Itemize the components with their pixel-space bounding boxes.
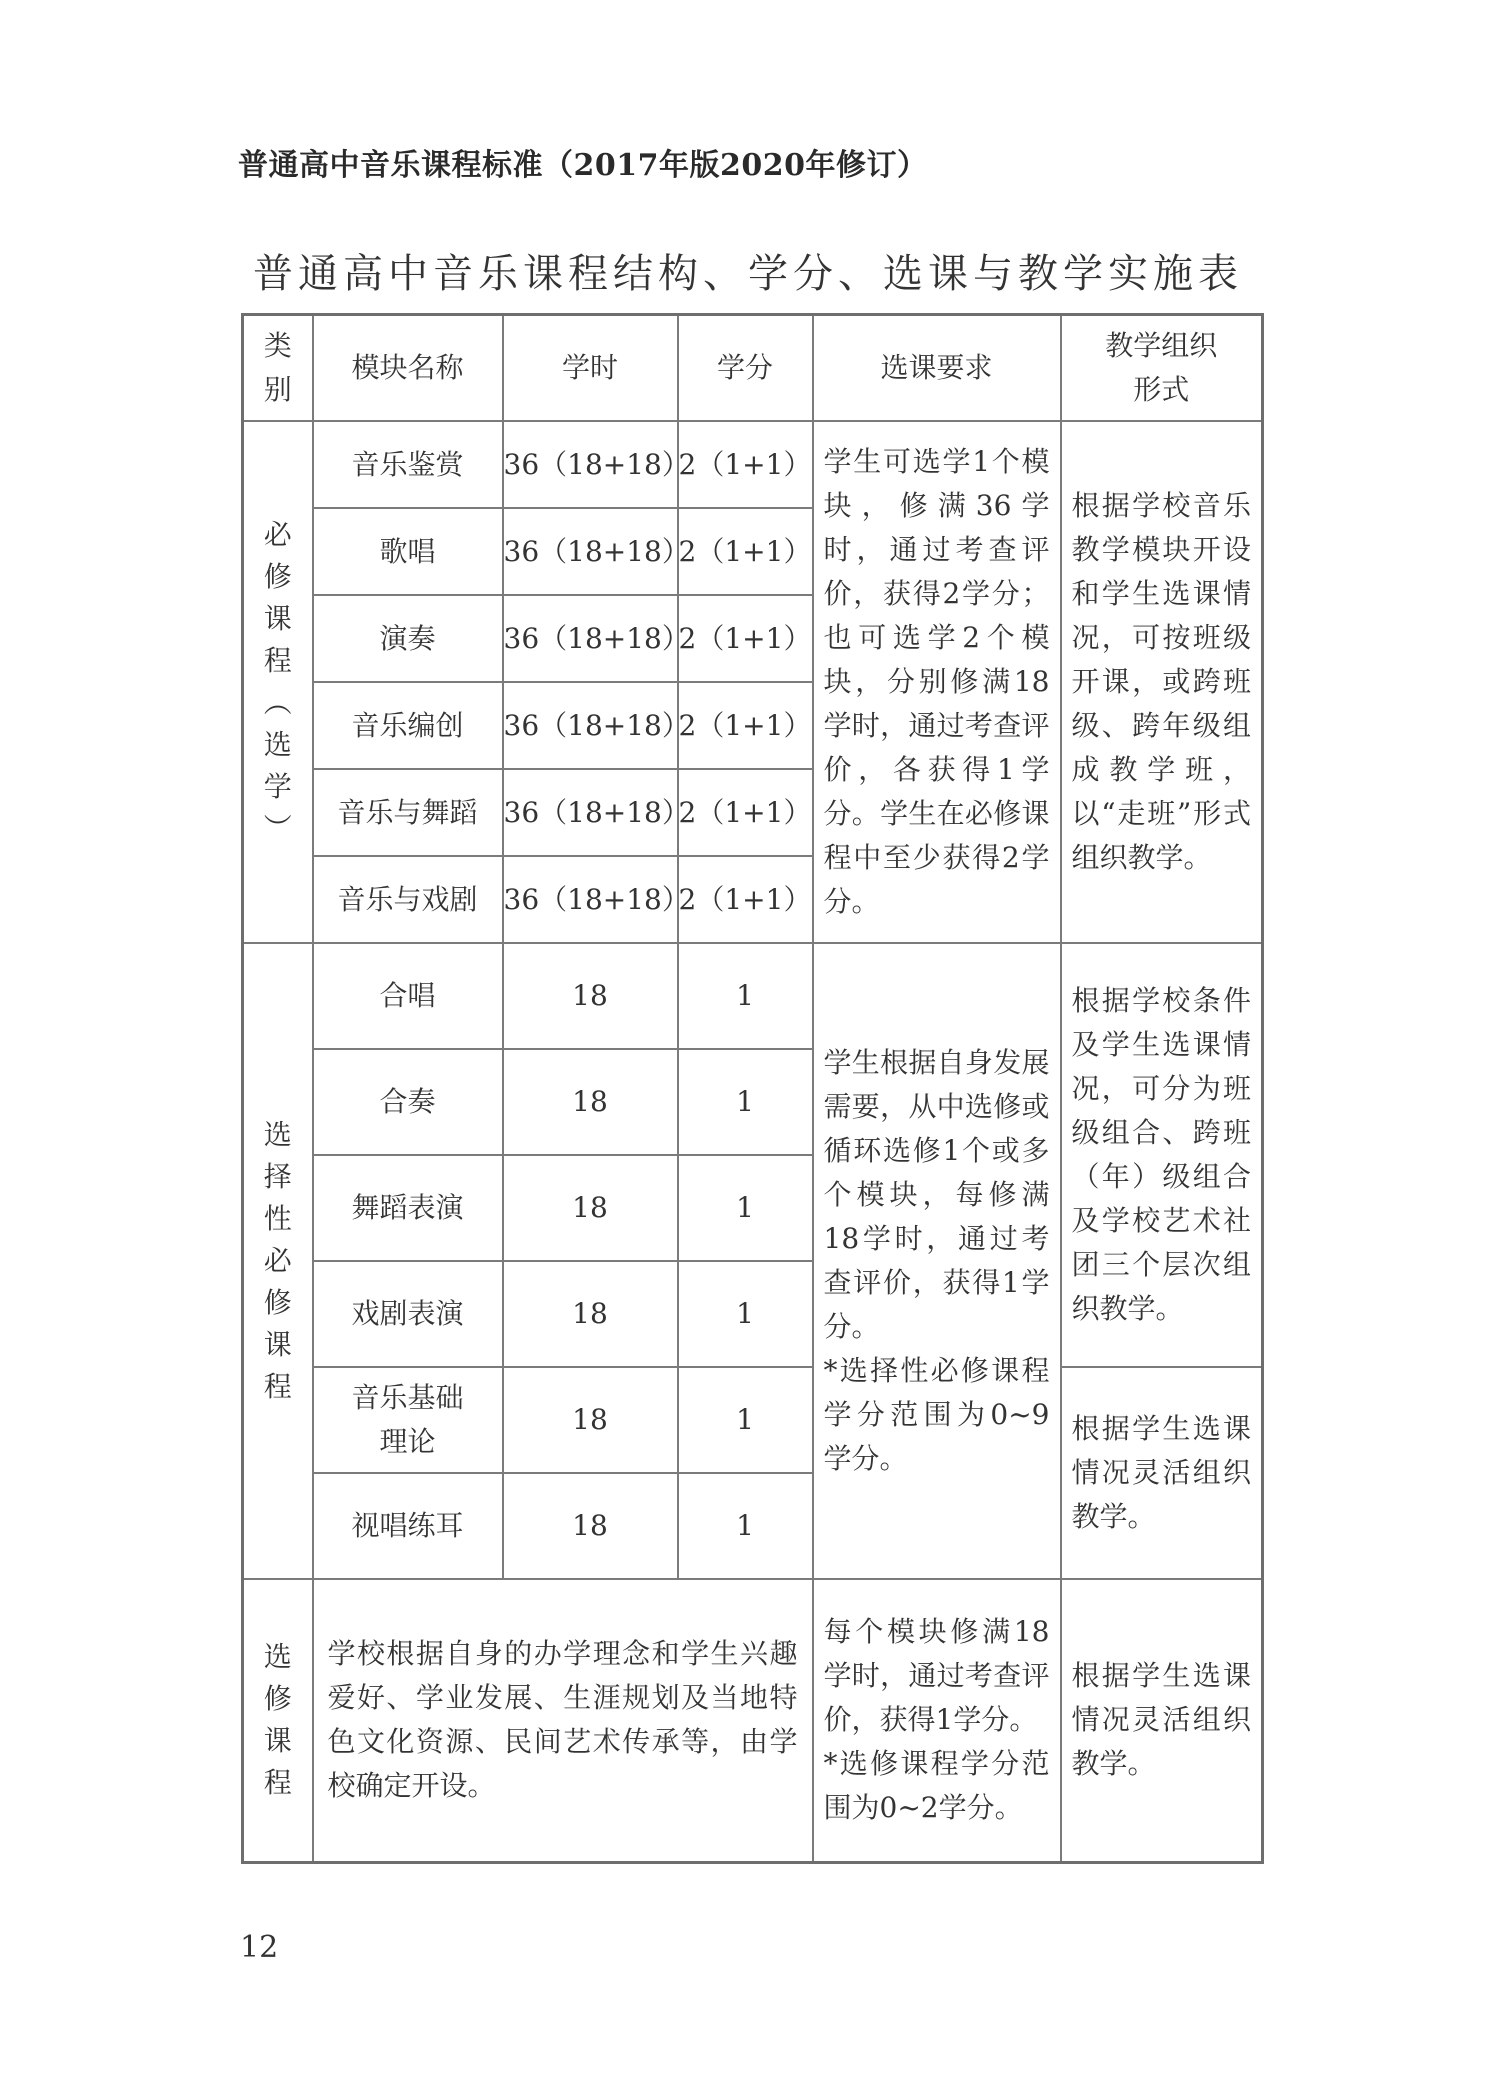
module-name: 音乐与舞蹈 bbox=[313, 769, 503, 856]
header-credits: 学分 bbox=[678, 315, 813, 422]
header-category-line: 别 bbox=[263, 373, 292, 406]
category-char: 性 bbox=[263, 1202, 292, 1235]
module-name: 演奏 bbox=[313, 595, 503, 682]
module-name: 歌唱 bbox=[313, 508, 503, 595]
category-char: 修 bbox=[263, 1682, 292, 1716]
category-char: 课 bbox=[263, 602, 292, 635]
category-char: 选 bbox=[263, 1118, 292, 1151]
elective-selection-note: *选修课程学分范围为0~2学分。 bbox=[823, 1747, 1050, 1825]
module-name bbox=[313, 1367, 503, 1473]
category-char: ︶ bbox=[263, 812, 292, 845]
running-header: 普通高中音乐课程标准（2017年版2020年修订） bbox=[238, 148, 928, 183]
module-credits: 1 bbox=[678, 1155, 813, 1261]
module-credits: 2（1+1） bbox=[678, 682, 813, 769]
page-number: 12 bbox=[240, 1930, 279, 1965]
module-hours: 18 bbox=[503, 1261, 678, 1367]
category-char: 必 bbox=[263, 1244, 292, 1277]
elective-organization: 根据学生选课情况灵活组织教学。 bbox=[1061, 1579, 1263, 1862]
category-required bbox=[243, 421, 313, 943]
module-credits: 2（1+1） bbox=[678, 421, 813, 508]
header-category bbox=[243, 315, 313, 422]
required-organization: 根据学校音乐教学模块开设和学生选课情况，可按班级开课，或跨班级、跨年级组成教学班，以“走班”形式组织教学。 bbox=[1061, 421, 1263, 943]
module-credits: 2（1+1） bbox=[678, 856, 813, 943]
module-name: 合唱 bbox=[313, 943, 503, 1049]
category-elective bbox=[243, 1579, 313, 1862]
elective-required-organization-b: 根据学生选课情况灵活组织教学。 bbox=[1061, 1367, 1263, 1579]
header-category-line: 类 bbox=[263, 329, 292, 362]
table-row bbox=[243, 1367, 1263, 1473]
module-hours: 18 bbox=[503, 1367, 678, 1473]
module-name-line: 理论 bbox=[379, 1425, 436, 1458]
category-char: ︵ bbox=[263, 686, 292, 719]
elective-description: 学校根据自身的办学理念和学生兴趣爱好、学业发展、生涯规划及当地特色文化资源、民间艺术传承等，由学校确定开设。 bbox=[313, 1579, 813, 1862]
module-hours: 36（18+18） bbox=[503, 769, 678, 856]
category-char: 程 bbox=[263, 1766, 292, 1800]
category-char: 选 bbox=[263, 1640, 292, 1674]
table-row bbox=[243, 421, 1263, 508]
module-hours: 18 bbox=[503, 1473, 678, 1579]
category-char: 程 bbox=[263, 644, 292, 677]
module-hours: 36（18+18） bbox=[503, 508, 678, 595]
module-hours: 18 bbox=[503, 1155, 678, 1261]
elective-selection-text: 每个模块修满18学时，通过考查评价，获得1学分。 bbox=[823, 1615, 1050, 1737]
course-structure-table bbox=[241, 313, 1264, 1864]
elective-required-selection-text: 学生根据自身发展需要，从中选修或循环选修1个或多个模块，每修满18学时，通过考查评价，获得1学分。 bbox=[823, 1046, 1050, 1343]
module-name: 视唱练耳 bbox=[313, 1473, 503, 1579]
module-credits: 1 bbox=[678, 1261, 813, 1367]
module-credits: 2（1+1） bbox=[678, 595, 813, 682]
table-title: 普通高中音乐课程结构、学分、选课与教学实施表 bbox=[253, 251, 1243, 297]
header-selection: 选课要求 bbox=[813, 315, 1061, 422]
header-organization-line: 教学组织 bbox=[1105, 329, 1218, 362]
module-hours: 36（18+18） bbox=[503, 421, 678, 508]
elective-required-organization-a: 根据学校条件及学生选课情况，可分为班级组合、跨班（年）级组合及学校艺术社团三个层次组织教学。 bbox=[1061, 943, 1263, 1367]
elective-required-selection-note: *选择性必修课程学分范围为0~9学分。 bbox=[823, 1354, 1050, 1475]
header-hours: 学时 bbox=[503, 315, 678, 422]
elective-required-selection bbox=[813, 943, 1061, 1579]
module-name: 音乐编创 bbox=[313, 682, 503, 769]
module-name: 音乐鉴赏 bbox=[313, 421, 503, 508]
module-name-line: 音乐基础 bbox=[351, 1381, 464, 1414]
elective-selection bbox=[813, 1579, 1061, 1862]
module-credits: 2（1+1） bbox=[678, 769, 813, 856]
category-char: 必 bbox=[263, 518, 292, 551]
category-char: 选 bbox=[263, 728, 292, 761]
required-selection: 学生可选学1个模块，修满36学时，通过考查评价，获得2学分；也可选学2个模块，分别修满18学时，通过考查评价，各获得1学分。学生在必修课程中至少获得2学分。 bbox=[813, 421, 1061, 943]
header-organization bbox=[1061, 315, 1263, 422]
category-char: 修 bbox=[263, 1286, 292, 1319]
category-char: 程 bbox=[263, 1370, 292, 1403]
table-row bbox=[243, 1579, 1263, 1862]
table-header-row bbox=[243, 315, 1263, 422]
module-credits: 1 bbox=[678, 943, 813, 1049]
category-elective-required bbox=[243, 943, 313, 1579]
module-credits: 2（1+1） bbox=[678, 508, 813, 595]
module-hours: 36（18+18） bbox=[503, 595, 678, 682]
module-hours: 18 bbox=[503, 943, 678, 1049]
category-char: 择 bbox=[263, 1160, 292, 1193]
module-hours: 36（18+18） bbox=[503, 682, 678, 769]
module-name: 合奏 bbox=[313, 1049, 503, 1155]
category-char: 修 bbox=[263, 560, 292, 593]
module-name: 舞蹈表演 bbox=[313, 1155, 503, 1261]
module-name: 戏剧表演 bbox=[313, 1261, 503, 1367]
module-credits: 1 bbox=[678, 1473, 813, 1579]
module-hours: 36（18+18） bbox=[503, 856, 678, 943]
module-credits: 1 bbox=[678, 1367, 813, 1473]
table-row bbox=[243, 943, 1263, 1049]
module-hours: 18 bbox=[503, 1049, 678, 1155]
module-name: 音乐与戏剧 bbox=[313, 856, 503, 943]
category-char: 课 bbox=[263, 1328, 292, 1361]
header-module-name: 模块名称 bbox=[313, 315, 503, 422]
module-credits: 1 bbox=[678, 1049, 813, 1155]
category-char: 课 bbox=[263, 1724, 292, 1758]
category-char: 学 bbox=[263, 770, 292, 803]
header-organization-line: 形式 bbox=[1133, 373, 1190, 406]
